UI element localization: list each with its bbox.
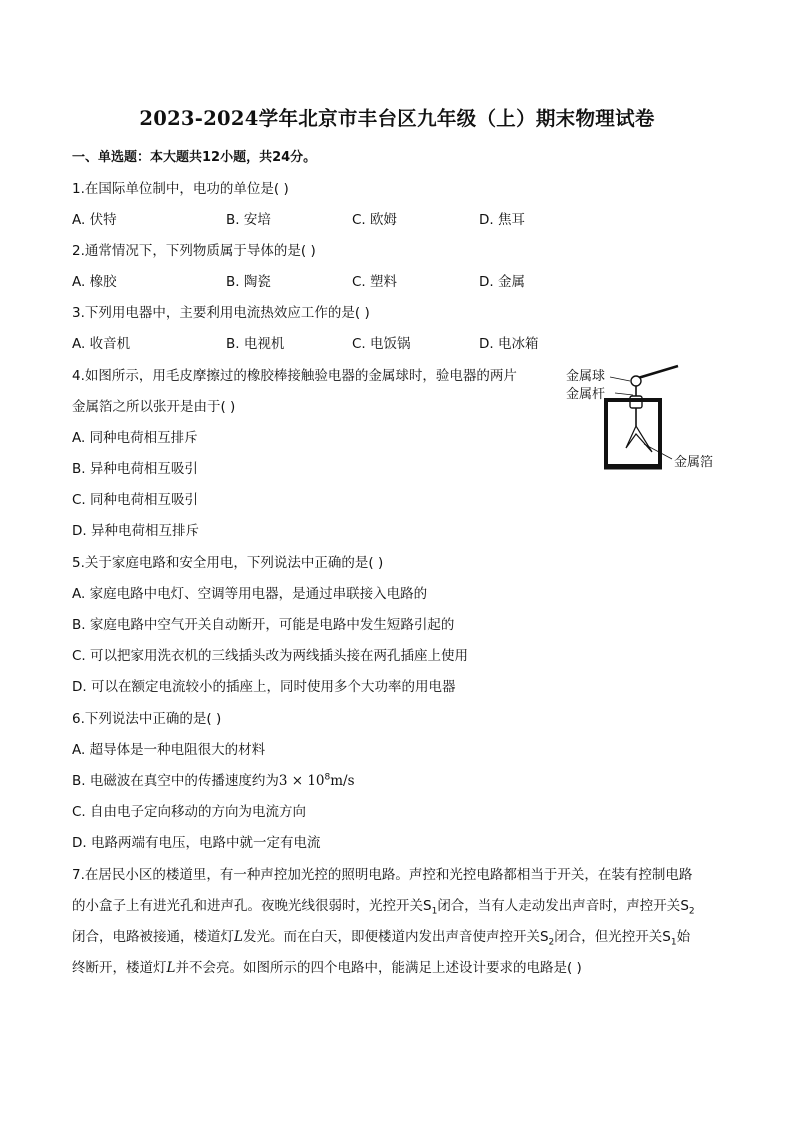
q3-option-c: C. 电饭锅 <box>352 336 411 352</box>
symbol-l: L <box>234 929 243 945</box>
q1-option-a: A. 伏特 <box>72 212 117 228</box>
q4-option-b: B. 异种电荷相互吸引 <box>72 461 198 477</box>
q5-option-d: D. 可以在额定电流较小的插座上，同时使用多个大功率的用电器 <box>72 679 456 695</box>
q1-option-b: B. 安培 <box>226 212 271 228</box>
q1-option-d: D. 焦耳 <box>479 212 525 228</box>
symbol-s2: $S_2$ <box>680 898 695 917</box>
q2-option-d: D. 金属 <box>479 274 525 290</box>
q3-option-a: A. 收音机 <box>72 336 131 352</box>
label-metal-foil: 金属箔 <box>674 455 714 470</box>
section-heading: 一、单选题：本大题共12小题，共24分。 <box>72 150 317 165</box>
question-7-line1: 7.在居民小区的楼道里，有一种声控加光控的照明电路。声控和光控电路都相当于开关，在装有控制电路 <box>72 867 693 883</box>
q2-option-b: B. 陶瓷 <box>226 274 271 290</box>
q2-option-a: A. 橡胶 <box>72 274 117 290</box>
symbol-s1: $S_1$ <box>662 929 677 948</box>
q3-option-d: D. 电冰箱 <box>479 336 539 352</box>
q5-option-c: C. 可以把家用洗衣机的三线插头改为两线插头接在两孔插座上使用 <box>72 648 469 664</box>
metal-foil <box>626 426 652 452</box>
symbol-s1: $S_1$ <box>423 898 438 917</box>
question-7-line2: 的小盒子上有进光孔和进声孔。夜晚光线很弱时，光控开关$S_1$闭合，当有人走动发出声音时，声控开关$S_2$ <box>72 898 695 917</box>
question-3-stem: 3.下列用电器中，主要利用电流热效应工作的是( ) <box>72 305 370 321</box>
symbol-l: L <box>166 960 176 976</box>
question-1-stem: 1.在国际单位制中，电功的单位是( ) <box>72 181 289 197</box>
q6-option-b <box>72 769 355 789</box>
q1-option-c: C. 欧姆 <box>352 212 398 228</box>
q2-option-c: C. 塑料 <box>352 274 398 290</box>
question-6-stem: 6.下列说法中正确的是( ) <box>72 711 222 727</box>
symbol-s2: $S_2$ <box>539 929 555 948</box>
q6-option-d: D. 电路两端有电压，电路中就一定有电流 <box>72 835 321 851</box>
q6-option-b-unit: m/s <box>330 773 355 789</box>
question-7-line4: 终断开，楼道灯L并不会亮。如图所示的四个电路中，能满足上述设计要求的电路是( ) <box>72 960 582 976</box>
q6-option-b-text: B. 电磁波在真空中的传播速度约为 <box>72 773 279 789</box>
q6-option-a: A. 超导体是一种电阻很大的材料 <box>72 742 266 758</box>
question-4-stem-line1: 4.如图所示，用毛皮摩擦过的橡胶棒接触验电器的金属球时，验电器的两片 <box>72 368 517 384</box>
q6-option-c: C. 自由电子定向移动的方向为电流方向 <box>72 804 307 820</box>
q4-option-a: A. 同种电荷相互排斥 <box>72 430 198 446</box>
page-title: 2023-2024学年北京市丰台区九年级（上）期末物理试卷 <box>139 107 655 130</box>
rubber-rod <box>638 366 678 378</box>
q6-option-b-number: 3 × 10 <box>278 773 325 789</box>
q5-option-b: B. 家庭电路中空气开关自动断开，可能是电路中发生短路引起的 <box>72 617 455 633</box>
question-4-stem-line2: 金属箔之所以张开是由于( ) <box>72 399 236 415</box>
label-metal-rod: 金属杆 <box>566 387 606 402</box>
q4-option-d: D. 异种电荷相互排斥 <box>72 523 199 539</box>
q6-option-b-exponent: 8 <box>324 772 331 783</box>
metal-ball <box>631 376 641 386</box>
q3-option-b: B. 电视机 <box>226 336 285 352</box>
question-2-stem: 2.通常情况下，下列物质属于导体的是( ) <box>72 243 316 259</box>
label-metal-ball: 金属球 <box>566 369 606 384</box>
electroscope-figure <box>560 362 760 480</box>
question-7-line3: 闭合，电路被接通，楼道灯L发光。而在白天，即便楼道内发出声音使声控开关$S_2$闭合，但光控开关$S_1$始 <box>72 929 691 948</box>
q4-option-c: C. 同种电荷相互吸引 <box>72 492 199 508</box>
q5-option-a: A. 家庭电路中电灯、空调等用电器，是通过串联接入电路的 <box>72 586 428 602</box>
question-5-stem: 5.关于家庭电路和安全用电，下列说法中正确的是( ) <box>72 555 384 571</box>
